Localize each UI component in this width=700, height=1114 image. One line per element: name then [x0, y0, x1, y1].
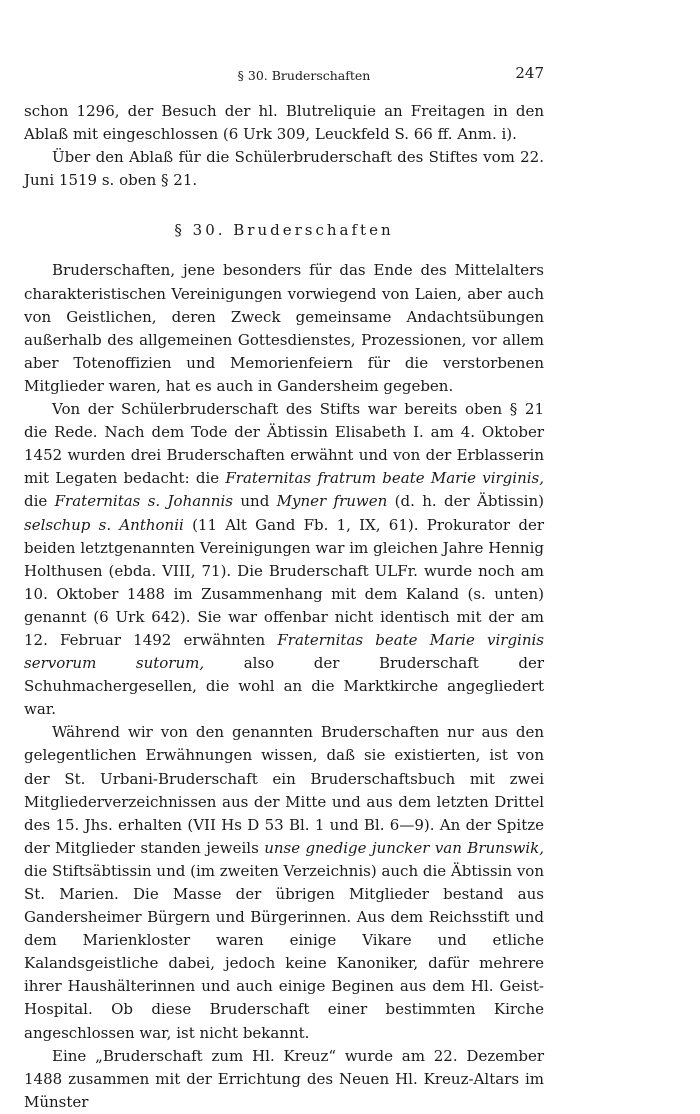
text-run: Während wir von den genannten Bruderschaften nur aus den gelegentlichen Erwähnungen wissen, daß sie existierten, ist von der St. Urbani-Bruderschaft ein Bruderschaftsbuch mit zwei Mitgliederverzeichnissen aus der Mitte und aus dem letzten Drittel des 15. Jhs. erhalten (VII Hs D 53 Bl. 1 und Bl. 6—9). An der Spitze der Mitglieder standen jeweils [24, 723, 544, 857]
text-run: und [233, 492, 277, 511]
body-text [24, 100, 544, 1114]
low-german-term: unse gnedige juncker van Brunswik, [264, 838, 545, 857]
paragraph-intro: Bruderschaften, jene besonders für das Ende des Mittelalters charakteristischen Vereinigungen vorwiegend von Laien, aber auch von Geistlichen, deren Zweck gemeinsame Andachtsübungen außerhalb des allgemeinen Gottesdienstes, Prozessionen, vor allem aber Totenoffizien und Memorienfeiern für die verstorbenen Mitglieder waren, hat es auch in Gandersheim gegeben. [24, 261, 544, 395]
latin-term: Fraternitas beate Marie virginis servorum sutorum, [24, 630, 545, 673]
paragraph-urbani [24, 721, 544, 1044]
low-german-term: Myner fruwen [276, 492, 388, 511]
page-number: 247 [515, 64, 544, 82]
running-title: § 30. Bruderschaften [237, 68, 371, 83]
section-heading: § 30. Bruderschaften [174, 221, 394, 240]
text-run: Von der Schülerbruderschaft des Stifts war bereits oben § 21 die Rede. Nach dem Tode der Äbtissin Elisabeth I. am 4. Oktober 1452 wurden drei Bruderschaften erwähnt und von der Erblasserin mit Legaten bedacht: die [24, 400, 544, 488]
text-run: (d. h. der Äbtissin) [387, 492, 544, 511]
text-run: die [24, 492, 55, 511]
text-run: (11 Alt Gand Fb. 1, IX, 61). Prokurator der beiden letztgenannten Vereinigungen war im gleichen Jahre Hennig Holthusen (ebda. VIII, 71). Die Bruderschaft ULFr. wurde noch am 10. Oktober 1488 im Zusammenhang mit dem Kaland (s. unten) genannt (6 Urk 642). Sie war offenbar nicht identisch mit der am 12. Februar 1492 erwähnten [24, 515, 544, 649]
text-run: die Stiftsäbtissin und (im zweiten Verzeichnis) auch die Äbtissin von St. Marien. Die Masse der übrigen Mitglieder bestand aus Gandersheimer Bürgern und Bürgerinnen. Aus dem Reichsstift und dem Marienkloster waren einige Vikare und etliche Kalandsgeistliche dabei, jedoch keine Kanoniker, dafür mehrere ihrer Haushälterinnen und auch einige Beginen aus dem Hl. Geist-Hospital. Ob diese Bruderschaft einer bestimmten Kirche angeschlossen war, ist nicht bekannt. [24, 861, 544, 1042]
latin-term: Fraternitas fratrum beate Marie virginis, [225, 469, 545, 488]
paragraph-holy-cross: Eine „Bruderschaft zum Hl. Kreuz“ wurde am 22. Dezember 1488 zusammen mit der Errichtung des Neuen Hl. Kreuz-Altars im Münster [24, 1046, 544, 1111]
running-header [24, 62, 544, 90]
text-run: also der Bruderschaft der Schuhmachergesellen, die wohl an die Marktkirche angegliedert war. [24, 654, 544, 719]
latin-term: Fraternitas s. Johannis [54, 492, 234, 511]
paragraph-ablass: Über den Ablaß für die Schülerbruderschaft des Stiftes vom 22. Juni 1519 s. oben § 21. [24, 148, 544, 190]
paragraph-confraternities [24, 398, 544, 721]
low-german-term: selschup s. Anthonii [24, 515, 184, 534]
paragraph-carryover: schon 1296, der Besuch der hl. Blutreliquie an Freitagen in den Ablaß mit eingeschlossen (6 Urk 309, Leuckfeld S. 66 ff. Anm. i). [24, 102, 544, 144]
